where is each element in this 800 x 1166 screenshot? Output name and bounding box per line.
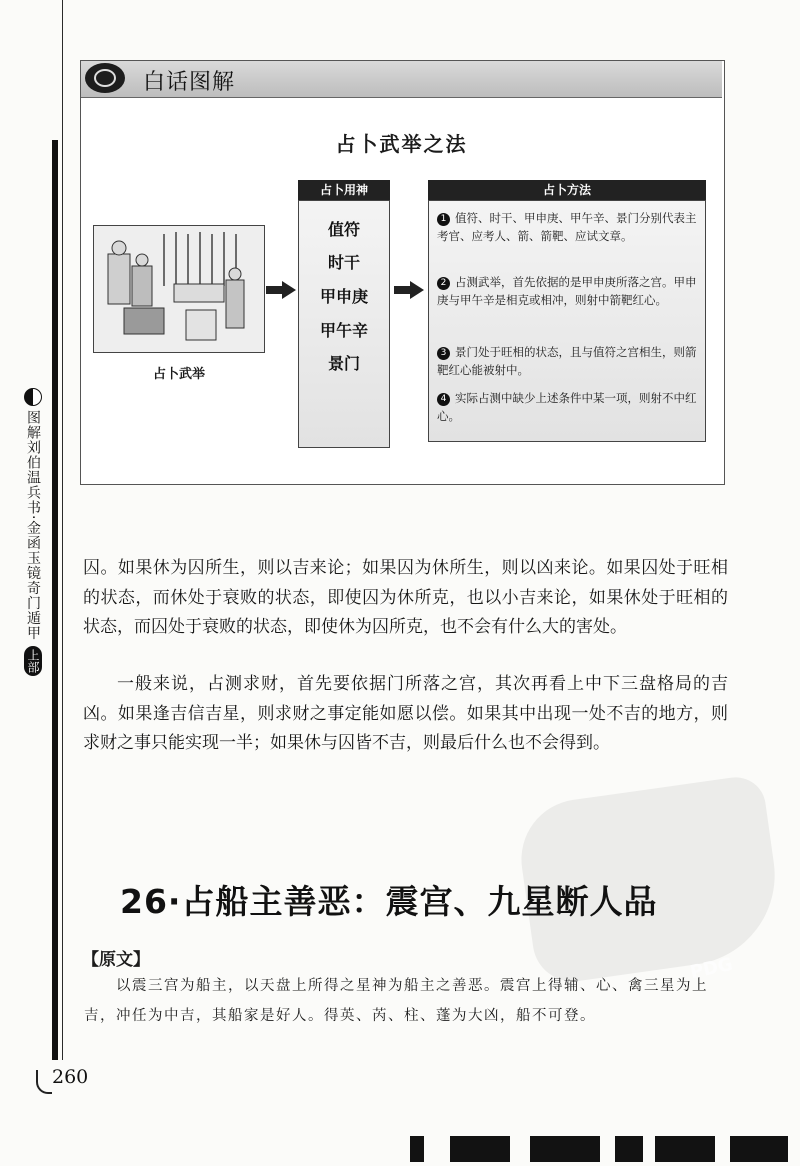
god-term: 甲申庚 <box>319 287 368 306</box>
method-text: 实际占测中缺少上述条件中某一项，则射不中红心。 <box>437 391 697 423</box>
section-title: 26·占船主善恶：震宫、九星断人品 <box>120 882 658 921</box>
yin-yang-icon <box>24 388 42 406</box>
scene-caption: 占卜武举 <box>152 367 205 382</box>
panel-header-label: 白话图解 <box>143 70 236 95</box>
number-bullet: 4 <box>437 393 450 406</box>
panel-header <box>81 61 722 98</box>
figure-title: 占卜武举之法 <box>335 132 468 156</box>
number-bullet: 1 <box>437 213 450 226</box>
method-text: 占测武举，首先依据的是甲申庚所落之宫。甲申庚与甲午辛是相克或相冲，则射中箭靶红心。 <box>437 275 697 307</box>
body-paragraph: 一般来说，占测求财，首先要依据门所落之宫，其次再看上中下三盘格局的吉凶。如果逢吉信吉星，则求财之事定能如愿以偿。如果其中出现一处不吉的地方，则求财之事只能实现一半；如果休与囚皆不吉，则最后什么也不会得到。 <box>83 674 728 753</box>
running-title <box>16 388 50 738</box>
method-item <box>437 209 697 245</box>
methods-heading: 占卜方法 <box>428 180 706 200</box>
dragon-emblem-icon <box>85 63 125 93</box>
god-term: 景门 <box>327 354 360 373</box>
god-term: 甲午辛 <box>319 321 368 340</box>
number-bullet: 2 <box>437 277 450 290</box>
method-item <box>437 343 697 379</box>
original-text: 以震三宫为船主，以天盘上所得之星神为船主之善恶。震宫上得辅、心、禽三星为上吉，冲任为中吉，其船家是好人。得英、芮、柱、蓬为大凶，船不可登。 <box>84 978 708 1024</box>
number-bullet: 3 <box>437 347 450 360</box>
margin-rule <box>62 0 63 1060</box>
method-item <box>437 273 697 309</box>
god-term: 时干 <box>327 253 360 272</box>
methods-column <box>428 200 706 442</box>
exam-scene-illustration <box>93 225 265 353</box>
margin-bar <box>52 140 58 1060</box>
scan-artifact <box>410 1136 790 1162</box>
method-text: 景门处于旺相的状态，且与值符之宫相生，则箭靶红心能被射中。 <box>437 345 697 377</box>
arrow-icon <box>410 281 424 299</box>
original-text-label: 【原文】 <box>82 950 150 970</box>
method-item <box>437 389 697 425</box>
arrow-icon <box>282 281 296 299</box>
method-text: 值符、时干、甲申庚、甲午辛、景门分别代表主考官、应考人、箭、箭靶、应试文章。 <box>437 211 697 243</box>
book-title: 图解刘伯温兵书·金函玉镜奇门遁甲 <box>25 410 41 641</box>
page-number: 260 <box>52 1066 89 1088</box>
page-ornament-icon <box>36 1070 52 1094</box>
watermark-label: PDG <box>688 953 735 984</box>
gods-column <box>298 200 390 448</box>
body-paragraph: 囚。如果休为囚所生，则以吉来论；如果囚为休所生，则以凶来论。如果囚处于旺相的状态，而休处于衰败的状态，即使囚为休所克，也以小吉来论，如果休处于旺相的状态，而囚处于衰败的状态，即使休为囚所克，也不会有什么大的害处。 <box>83 558 728 637</box>
god-term: 值符 <box>327 220 360 239</box>
gods-heading: 占卜用神 <box>298 180 390 200</box>
volume-badge: 上部 <box>24 646 42 676</box>
